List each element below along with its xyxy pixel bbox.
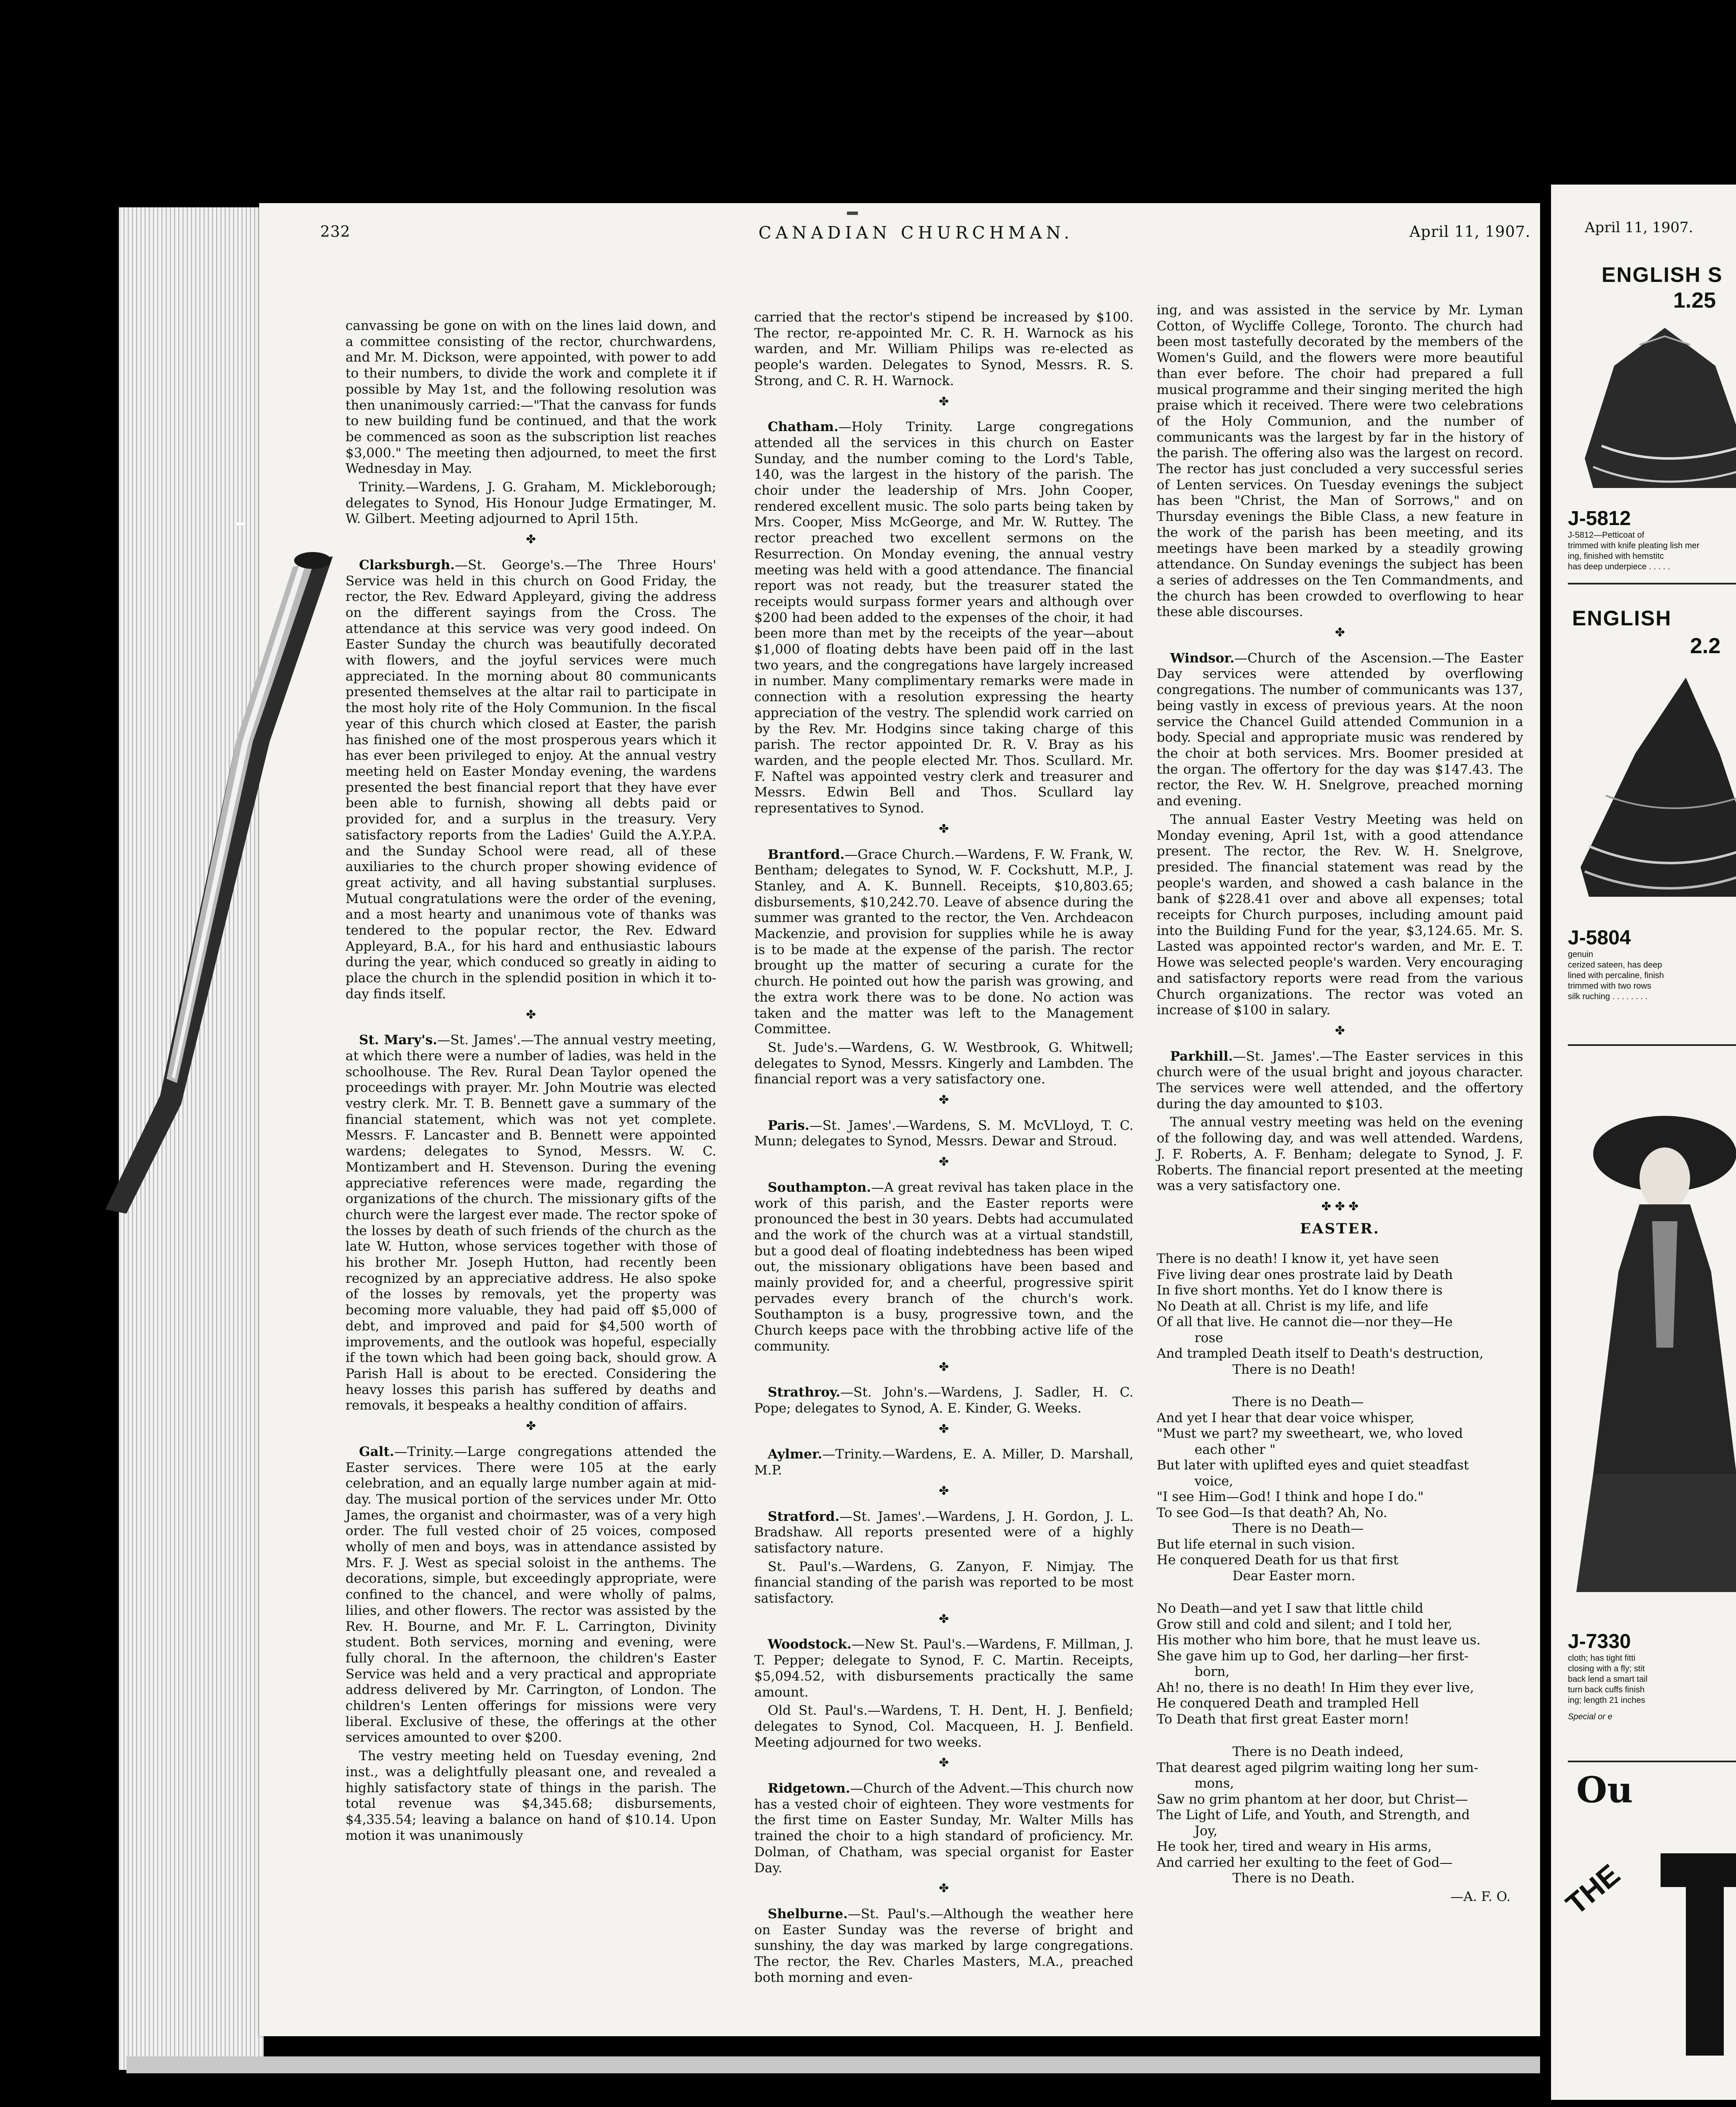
ad-desc-line: trimmed with knife pleating lish mer bbox=[1568, 541, 1700, 550]
section-ornament: ✤ bbox=[939, 1756, 949, 1770]
parish-heading: Aylmer. bbox=[768, 1447, 822, 1462]
parish-heading: Clarksburgh. bbox=[359, 557, 455, 573]
poem-line: Ah! no, there is no death! In Him they ever live, bbox=[1157, 1680, 1474, 1695]
parish-heading: St. Mary's. bbox=[359, 1032, 437, 1048]
parish-heading: Chatham. bbox=[768, 419, 839, 435]
ad-heading: ENGLISH S bbox=[1602, 263, 1723, 287]
paragraph: The annual Easter Vestry Meeting was held on Monday evening, April 1st, with a good attendance present. The rector, the Rev. W. H. Snelgrove, presided. The financial statement was read by the people's warden, and showed a cash balance in the bank of $228.41 over and above all expenses; total receipts for Church purposes, including amount paid into the Building Fund for the year, $3,124.65. Mr. S. Lasted was appointed rector's warden, and Mr. E. T. Howe was selected people's warden. Very encouraging and satisfactory reports were read from the various Church organizations. The rector was voted an increase of $100 in salary. bbox=[1157, 812, 1523, 1018]
poem-line: He took her, tired and weary in His arms, bbox=[1157, 1839, 1432, 1855]
poem-line: And trampled Death itself to Death's destruction, bbox=[1157, 1346, 1484, 1362]
poem-line: voice, bbox=[1195, 1473, 1233, 1489]
ad-desc-line: silk ruching . . . . . . . . bbox=[1568, 992, 1648, 1001]
section-ornament: ✤ bbox=[526, 532, 536, 547]
poem-line: Five living dear ones prostrate laid by Death bbox=[1157, 1267, 1453, 1282]
parish-heading: Stratford. bbox=[768, 1509, 840, 1524]
running-head: CANADIAN CHURCHMAN. bbox=[758, 223, 1074, 243]
poem-line: Of all that live. He cannot die—nor they—He bbox=[1157, 1314, 1453, 1330]
poem-line: He conquered Death for us that first bbox=[1157, 1552, 1398, 1568]
ad-desc-line: closing with a fly; stit bbox=[1568, 1664, 1645, 1673]
product-code: J-7330 bbox=[1568, 1630, 1631, 1653]
paragraph: canvassing be gone on with on the lines laid down, and a committee consisting of the rector, churchwardens, and Mr. M. Dickson, were appointed, with power to add to their numbers, to divide the work and complete it if possible by May 1st, and the following resolution was then unanimously carried:—"That the canvass for funds to new building fund be continued, and that the work be commenced as soon as the subscription list reaches $3,000." The meeting then adjourned, to meet the first Wednesday in May. bbox=[346, 318, 716, 477]
report-text: —Grace Church.—Wardens, F. W. Frank, W. Bentham; delegates to Synod, W. F. Cockshutt, M.P., J. Stanley, and A. K. Bunnell. Receipts, $10,803.65; disbursements, $10,242.70. Leave of absence during the summer was granted to the rector, the Ven. Archdeacon Mackenzie, and provision for supplies while he is away is to be made at the expense of the parish. The rector brought up the matter of securing a curate for the church. He pointed out how the parish was growing, and the extra work there was to be done. No action was taken and the matter was left to the Management Committee. bbox=[754, 847, 1133, 1037]
report-text: —St. George's.—The Three Hours' Service was held in this church on Good Friday, the rector, the Rev. Edward Appleyard, giving the address on the different sayings from the Cross. The attendance at this service was very good indeed. On Easter Sunday the church was beautifully decorated with flowers, and the joyful services were much appreciated. In the morning about 80 communicants presented themselves at the altar rail to participate in the most holy rite of the Holy Communion. In the fiscal year of this church which closed at Easter, the parish has finished one of the most prosperous years which it has ever been privileged to enjoy. At the annual vestry meeting held on Easter Monday evening, the wardens presented the best financial report that they have ever been able to furnish, showing all debts paid or provided for, and a surplus in the treasury. Very satisfactory reports from the Ladies' Guild the A.Y.P.A. and the Sunday School were read, all of these auxiliaries to the church proper showing evidence of great activity, and all having substantial surpluses. Mutual congratulations were the order of the evening, and a most hearty and unanimous vote of thanks was tendered to the popular rector, the Rev. Edward Appleyard, B.A., for his hard and enthusiastic labours during the year, which conduced so greatly in aiding to place the church in the splendid position in which it to-day finds itself. bbox=[346, 557, 716, 1002]
paragraph: The annual vestry meeting was held on the evening of the following day, and was well attended. Wardens, J. F. Roberts, A. F. Benham; delegate to Synod, J. F. Roberts. The financial report presented at the meeting was a very satisfactory one. bbox=[1157, 1115, 1523, 1194]
parish-heading: Windsor. bbox=[1170, 650, 1235, 666]
section-ornament: ✤ bbox=[939, 1421, 949, 1436]
ad-desc-line: back lend a smart tail bbox=[1568, 1675, 1648, 1684]
poem-line: rose bbox=[1195, 1330, 1223, 1346]
poem-line: There is no Death— bbox=[1232, 1394, 1364, 1410]
section-ornament: ✤ bbox=[1335, 625, 1345, 640]
poem-line: There is no Death indeed, bbox=[1232, 1744, 1404, 1760]
ad-price: 1.25 bbox=[1673, 288, 1716, 313]
parish-heading: Galt. bbox=[359, 1444, 394, 1459]
ad-desc-line: genuin bbox=[1568, 950, 1594, 959]
parish-heading: Southampton. bbox=[768, 1179, 871, 1195]
section-ornament: ✤ bbox=[526, 1419, 536, 1433]
poem-line: Dear Easter morn. bbox=[1232, 1568, 1356, 1584]
issue-date: April 11, 1907. bbox=[1409, 223, 1531, 241]
ad-desc-line: Special or e bbox=[1568, 1712, 1613, 1721]
ad-desc-line: cloth; has tight fitti bbox=[1568, 1654, 1636, 1663]
parish-heading: Strathroy. bbox=[768, 1385, 841, 1400]
section-ornament-triple: ✤ ✤ ✤ bbox=[1321, 1199, 1359, 1213]
report-text: —Church of the Ascension.—The Easter Day services were attended by overflowing congregations. The number of communicants was 137, being vastly in excess of previous years. At the noon service the Chancel Guild attended Communion in a body. Special and appropriate music was rendered by the choir at both services. Mrs. Boomer presided at the organ. The offertory for the day was $147.43. The rector, the Rev. W. H. Snelgrove, preached morning and evening. bbox=[1157, 650, 1523, 809]
poem-line: mons, bbox=[1195, 1776, 1234, 1791]
poem-title: EASTER. bbox=[1300, 1220, 1380, 1237]
poem-line: But life eternal in such vision. bbox=[1157, 1536, 1356, 1552]
product-code: J-5804 bbox=[1568, 927, 1631, 949]
section-ornament: ✤ bbox=[939, 394, 949, 408]
poem-line: each other " bbox=[1195, 1442, 1276, 1457]
report-text: —Trinity.—Large congregations attended the Easter services. There were 105 at the early celebration, and an equally large number again at mid-day. The musical portion of the services under Mr. Otto James, the organist and choirmaster, was of a very high order. The full vested choir of 25 voices, composed wholly of men and boys, was in attendance assisted by Mrs. F. J. West as special soloist in the anthems. The decorations, simple, but exceedingly appropriate, were confined to the chancel, and were wholly of palms, lilies, and other flowers. The rector was assisted by the Rev. H. Bourne, and Mr. F. L. Carrington, Divinity student. Both services, morning and evening, were fully choral. In the afternoon, the children's Easter Service was held and a very practical and appropriate address delivered by Mr. Carrington, of London. The children's Lenten offerings for missions were very liberal. Exclusive of these, the offerings at the other services amounted to over $200. bbox=[346, 1444, 716, 1745]
report-text: —A great revival has taken place in the work of this parish, and the Easter reports were pronounced the best in 30 years. Debts had accumulated and the work of the church was at a virtual standstill, but a good deal of floating indebtedness has been wiped out, the missionary obligations have been based and mainly provided for, and a cheerful, progressive spirit pervades every branch of the church's work. Southampton is a busy, progressive town, and the Church keeps pace with the throbbing active life of the community. bbox=[754, 1179, 1133, 1354]
paragraph: Trinity.—Wardens, J. G. Graham, M. Mickleborough; delegates to Synod, His Honour Judge Ermatinger, M. W. Gilbert. Meeting adjourned to April 15th. bbox=[346, 480, 716, 527]
parish-heading: Ridgetown. bbox=[768, 1781, 850, 1796]
report-text: —St. John's.—Wardens, J. Sadler, H. C. Pope; delegates to Synod, A. E. Kinder, G. Weeks. bbox=[754, 1385, 1133, 1416]
report-text: —St. James'.—Wardens, J. H. Gordon, J. L. Bradshaw. All reports presented were of a highly satisfactory nature. bbox=[754, 1509, 1133, 1556]
paragraph: St. Jude's.—Wardens, G. W. Westbrook, G. Whitwell; delegates to Synod, Messrs. Kingerly and Lambden. The financial report was a very satisfactory one. bbox=[754, 1040, 1133, 1087]
section-ornament: ✤ bbox=[939, 1359, 949, 1374]
poem-line: Saw no grim phantom at her door, but Christ— bbox=[1157, 1791, 1468, 1807]
poem-line: She gave him up to God, her darling—her first- bbox=[1157, 1648, 1469, 1664]
poem-line: But later with uplifted eyes and quiet steadfast bbox=[1157, 1458, 1469, 1473]
paragraph: The vestry meeting held on Tuesday evening, 2nd inst., was a delightfully pleasant one, and revealed a highly satisfactory state of things in the parish. The total revenue was $4,345.68; disbursements, $4,335.54; leaving a balance on hand of $10.14. Upon motion it was unanimously bbox=[346, 1748, 716, 1843]
poem-line: And yet I hear that dear voice whisper, bbox=[1157, 1410, 1415, 1426]
ad-heading: ENGLISH bbox=[1572, 606, 1672, 630]
section-ornament: ✤ bbox=[939, 821, 949, 836]
section-ornament: ✤ bbox=[939, 1881, 949, 1895]
report-text: —St. James'.—The Easter services in this church were of the usual bright and joyous character. The services were well attended, and the offertory during the day amounted to $103. bbox=[1157, 1048, 1523, 1112]
poem-line: That dearest aged pilgrim waiting long her sum- bbox=[1157, 1760, 1479, 1775]
ad-brand-word: THE bbox=[1559, 1858, 1626, 1921]
ad-desc-line: lined with percaline, finish bbox=[1568, 971, 1664, 980]
ad-desc-line: cerized sateen, has deep bbox=[1568, 960, 1662, 970]
ad-desc-line: trimmed with two rows bbox=[1568, 981, 1651, 991]
ad-desc-line: J-5812—Petticoat of bbox=[1568, 531, 1645, 540]
poem-line: To Death that first great Easter morn! bbox=[1157, 1711, 1409, 1727]
facing-page-date: April 11, 1907. bbox=[1585, 219, 1693, 236]
poem-line: "I see Him—God! I think and hope I do." bbox=[1157, 1489, 1424, 1505]
report-text: —New St. Paul's.—Wardens, F. Millman, J. T. Pepper; delegate to Synod, F. C. Martin. Receipts, $5,094.52, with disbursements practically the same amount. bbox=[754, 1637, 1133, 1700]
parish-heading: Shelburne. bbox=[768, 1906, 848, 1922]
report-text: —Church of the Advent.—This church now has a vested choir of eighteen. They wore vestments for the first time on Easter Sunday, Mr. Walter Mills has trained the choir to a high standard of proficiency. Mr. Dolman, of Chatham, was special organist for Easter Day. bbox=[754, 1781, 1133, 1876]
poem-line: Joy, bbox=[1195, 1823, 1218, 1839]
ad-price: 2.2 bbox=[1690, 634, 1721, 658]
poem-line: To see God—Is that death? Ah, No. bbox=[1157, 1505, 1388, 1520]
poem-line: There is no Death. bbox=[1232, 1871, 1355, 1886]
parish-heading: Parkhill. bbox=[1170, 1048, 1233, 1064]
poem-line: born, bbox=[1195, 1664, 1230, 1680]
product-code: J-5812 bbox=[1568, 507, 1631, 530]
poem-line: There is no death! I know it, yet have seen bbox=[1157, 1251, 1439, 1267]
poem-line: In five short months. Yet do I know there is bbox=[1157, 1283, 1443, 1298]
section-ornament: ✤ bbox=[939, 1483, 949, 1498]
paragraph: St. Paul's.—Wardens, G. Zanyon, F. Nimjay. The financial standing of the parish was reported to be most satisfactory. bbox=[754, 1559, 1133, 1606]
dust-mark bbox=[847, 212, 858, 215]
poem-line: And carried her exulting to the feet of God— bbox=[1157, 1855, 1453, 1870]
section-ornament: ✤ bbox=[939, 1611, 949, 1626]
ad-desc-line: ing, finished with hemstitc bbox=[1568, 552, 1664, 561]
poem-line: There is no Death— bbox=[1232, 1521, 1364, 1536]
page-number: 232 bbox=[320, 223, 351, 241]
report-text: —Holy Trinity. Large congregations attended all the services in this church on Easter Sunday, and the number coming to the Lord's Table, 140, was the largest in the history of the parish. The choir under the leadership of Mrs. John Cooper, rendered excellent music. The solo parts being taken by Mrs. Cooper, Miss McGeorge, and Mr. W. Ruttey. The rector preached two excellent sermons on the Resurrection. On Monday evening, the annual vestry meeting was held with a good attendance. The financial report was not ready, but the treasurer stated the receipts would surpass former years and although over $200 had been added to the expenses of the choir, it had been more than met by the receipts of the year—about $1,000 of floating debts have been paid off in the last two years, and the congregations have largely increased in number. Many complimentary remarks were made in connection with a resolution expressing the hearty appreciation of the vestry. The splendid work carried on by the Rev. Mr. Hodgins since taking charge of this parish. The rector appointed Dr. R. V. Bray as his warden, and the people elected Mr. Thos. Scullard. Mr. F. Naftel was appointed vestry clerk and treasurer and Messrs. Edwin Bell and Thos. Scullard lay representatives to Synod. bbox=[754, 419, 1133, 816]
paragraph: ing, and was assisted in the service by Mr. Lyman Cotton, of Wycliffe College, Toronto. The church had been most tastefully decorated by the members of the Women's Guild, and the flowers were more beautiful than ever before. The choir had prepared a full musical programme and their singing merited the high praise which it received. There were two celebrations of the Holy Communion, and the number of communicants was the largest by far in the history of the parish. The offering also was the largest on record. The rector has just concluded a very successful series of Lenten services. On Tuesday evenings the subject has been "Christ, the Man of Sorrows," and on Thursday evenings the Bible Class, a new feature in the work of the parish has been meeting, and its meetings have been marked by a steadily growing attendance. On Sunday evenings the subject has been a series of addresses on the Ten Commandments, and the church has been crowded to overflowing to hear these able discourses. bbox=[1157, 303, 1523, 620]
poem-signature: —A. F. O. bbox=[1450, 1889, 1511, 1904]
report-text: —St. Paul's.—Although the weather here on Easter Sunday was the reverse of bright and sunshiny, the day was marked by large congregations. The rector, the Rev. Charles Masters, M.A., preached both morning and even- bbox=[754, 1906, 1133, 1985]
parish-heading: Brantford. bbox=[768, 847, 845, 862]
parish-heading: Paris. bbox=[768, 1118, 809, 1133]
poem-line: He conquered Death and trampled Hell bbox=[1157, 1696, 1419, 1711]
section-ornament: ✤ bbox=[526, 1007, 536, 1021]
poem-line: No Death—and yet I saw that little child bbox=[1157, 1601, 1424, 1616]
ad-banner-text: Ou bbox=[1576, 1769, 1633, 1811]
parish-heading: Woodstock. bbox=[768, 1637, 852, 1652]
poem-line: There is no Death! bbox=[1232, 1362, 1356, 1377]
dust-mark bbox=[236, 523, 244, 525]
ad-desc-line: turn back cuffs finish bbox=[1568, 1685, 1645, 1694]
ad-desc-line: has deep underpiece . . . . . bbox=[1568, 562, 1670, 571]
ad-desc-line: ing; length 21 inches bbox=[1568, 1696, 1645, 1705]
paragraph: Old St. Paul's.—Wardens, T. H. Dent, H. J. Benfield; delegates to Synod, Col. Macqueen, H. J. Benfield. Meeting adjourned for two weeks. bbox=[754, 1703, 1133, 1750]
poem-line: No Death at all. Christ is my life, and life bbox=[1157, 1298, 1428, 1314]
poem-line: His mother who him bore, that he must leave us. bbox=[1157, 1633, 1481, 1648]
poem-line: Grow still and cold and silent; and I told her, bbox=[1157, 1616, 1452, 1632]
section-ornament: ✤ bbox=[939, 1093, 949, 1107]
paragraph: carried that the rector's stipend be increased by $100. The rector, re-appointed Mr. C. R. H. Warnock as his warden, and Mr. William Philips was re-elected as people's warden. Delegates to Synod, Messrs. R. S. Strong, and C. R. H. Warnock. bbox=[754, 310, 1133, 389]
poem-line: The Light of Life, and Youth, and Strength, and bbox=[1157, 1807, 1470, 1823]
report-text: —St. James'.—The annual vestry meeting, at which there were a number of ladies, was held in the schoolhouse. The Rev. Rural Dean Taylor opened the proceedings with prayer. Mr. John Moutrie was elected vestry clerk. Mr. T. B. Bennett gave a summary of the financial statement, which was not yet complete. Messrs. F. Lancaster and B. Bennett were appointed wardens; delegates to Synod, Messrs. W. C. Montizambert and H. Stevenson. During the evening appreciative references were made, regarding the organizations of the church. The missionary gifts of the church were the largest ever made. The rector spoke of the losses by death of such friends of the church as the late W. Hutton, whose services together with those of his brother Mr. Joseph Hutton, had recently been recognized by an appreciative address. He also spoke of the losses by removals, yet the property was becoming more valuable, they had paid off $5,000 of debt, and improved and paid for $4,500 worth of improvements, and the outlook was hopeful, especially if the town which had been going back, should grow. A Parish Hall is about to be erected. Considering the heavy losses this parish has suffered by deaths and removals, it bespeaks a healthy condition of affairs. bbox=[346, 1032, 716, 1413]
section-ornament: ✤ bbox=[939, 1155, 949, 1169]
report-text: —Trinity.—Wardens, E. A. Miller, D. Marshall, M.P. bbox=[754, 1447, 1133, 1478]
section-ornament: ✤ bbox=[1335, 1023, 1345, 1037]
poem-line: "Must we part? my sweetheart, we, who loved bbox=[1157, 1426, 1463, 1442]
report-text: —St. James'.—Wardens, S. M. McVLloyd, T. C. Munn; delegates to Synod, Messrs. Dewar and Stroud. bbox=[754, 1118, 1133, 1149]
